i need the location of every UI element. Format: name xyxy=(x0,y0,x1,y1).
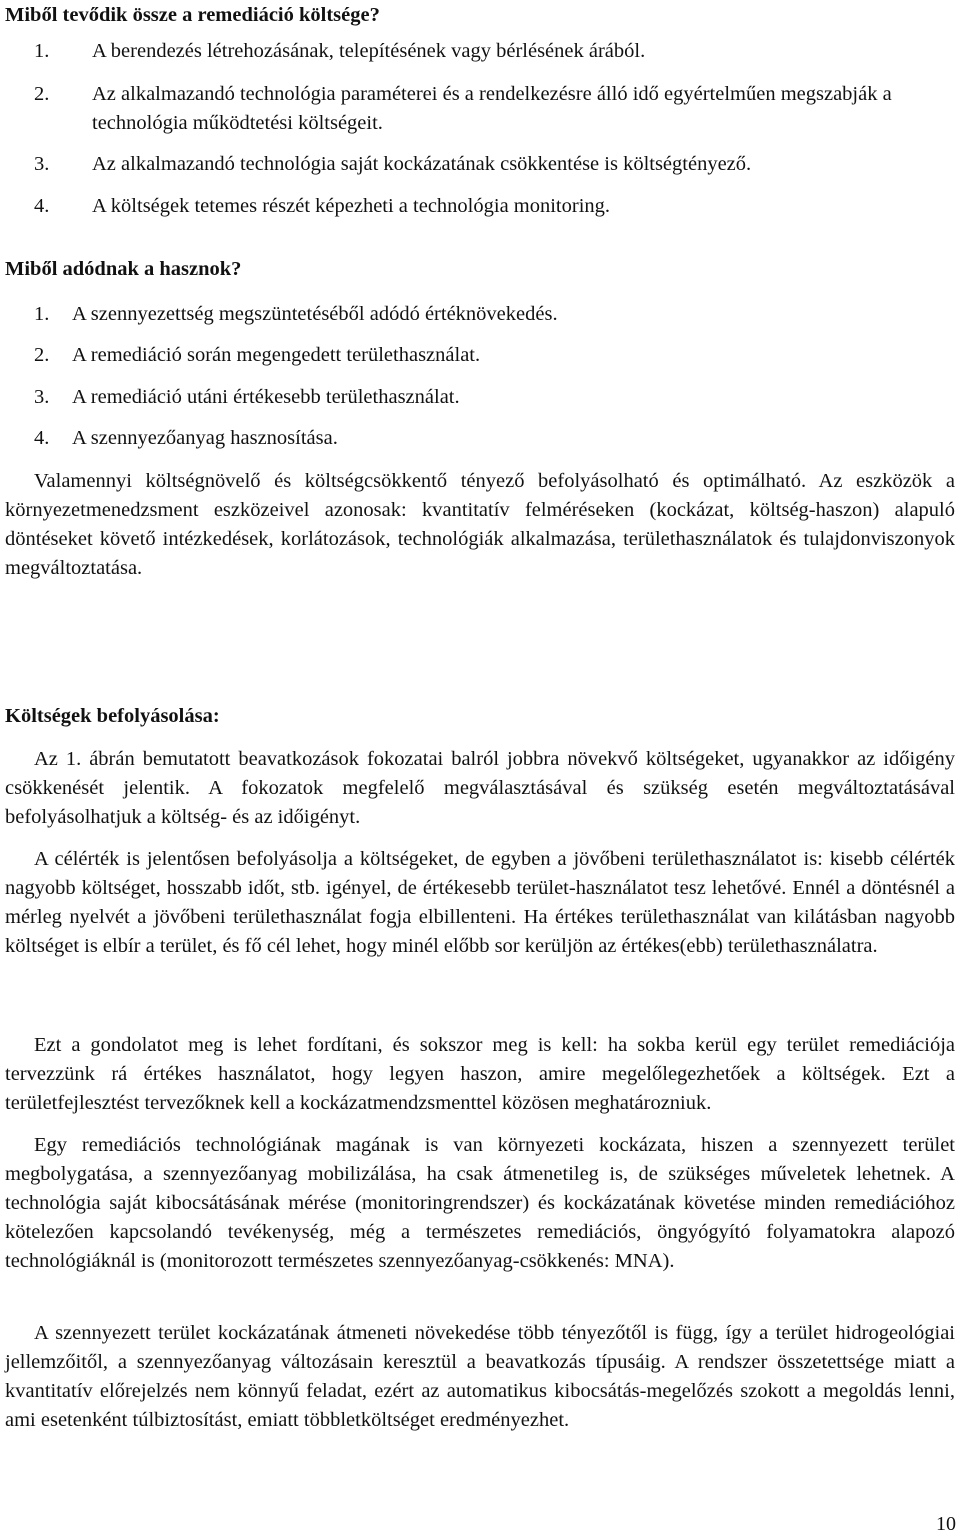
list-item-number: 4. xyxy=(34,427,50,449)
list-item xyxy=(5,383,955,412)
list-item-text: Az alkalmazandó technológia saját kockázatának csökkentése is költségtényező. xyxy=(92,153,752,175)
list-item-number: 1. xyxy=(34,303,50,325)
list-item-text: A költségek tetemes részét képezheti a technológia monitoring. xyxy=(92,195,611,217)
list-item xyxy=(5,192,955,221)
list-item-text: A szennyezettség megszüntetéséből adódó értéknövekedés. xyxy=(72,303,558,325)
paragraph: A szennyezett terület kockázatának átmeneti növekedése több tényezőtől is függ, így a terület hidrogeológiai jellemzőitől, a szennyezőanyag változásain keresztül a beavatkozás típusáig. A rendszer összetettsége miatt a kvantitatív előrejelzés nem könnyű feladat, ezért az automatikus kibocsátás-megelőzés szokott a megoldás lenni, ami esetenként túlbiztosítást, emiatt többletköltséget eredményezhet. xyxy=(5,1322,955,1431)
paragraph: A célérték is jelentősen befolyásolja a költségeket, de egyben a jövőbeni területhasználatot is: kisebb célérték nagyobb költséget, hosszabb időt, stb. igényel, de értékesebb terület-használatot tesz lehetővé. Ennél a döntésnél a mérleg nyelvét a jövőbeni területhasználat fogja elbillenteni. Ha értékes területhasználat van kilátásban nagyobb költséget is elbír a terület, és fő cél lehet, hogy minél előbb sor kerüljön az értékes(ebb) területhasználatra. xyxy=(5,848,955,957)
section-heading-costs: Miből tevődik össze a remediáció költsége? xyxy=(5,4,380,26)
list-item-text: A szennyezőanyag hasznosítása. xyxy=(72,427,338,449)
list-item-number: 4. xyxy=(34,195,50,217)
page-number: 10 xyxy=(936,1513,956,1535)
list-item-text: A berendezés létrehozásának, telepítésének vagy bérlésének árából. xyxy=(92,40,646,62)
list-item xyxy=(5,150,955,179)
paragraph: Az 1. ábrán bemutatott beavatkozások fokozatai balról jobbra növekvő költségeket, ugyanakkor az időigény csökkenését jelentik. A fokozatok megfelelő megválasztásával és szükség esetén megváltoztatásával befolyásolhatjuk a költség- és az időigényt. xyxy=(5,748,955,828)
paragraph: Egy remediációs technológiának magának is van környezeti kockázata, hiszen a szennyezett terület megbolygatása, a szennyezőanyag mobilizálása, ha csak átmenetileg is, de szükséges műveletek lehetnek. A technológia saját kibocsátásának mérése (monitoringrendszer) és kockázatának követése minden remediációhoz kötelezően kapcsolandó tevékenység, még a természetes remediációs, öngyógyító folyamatokra alapozó technológiáknál is (monitorozott természetes szennyezőanyag-csökkenés: MNA). xyxy=(5,1134,955,1272)
paragraph: Ezt a gondolatot meg is lehet fordítani, és sokszor meg is kell: ha sokba kerül egy terület remediációja tervezzünk rá értékes használatot, hogy legyen haszon, amire megelőlegezhetőek a költségek. Ezt a területfejlesztést tervezőknek kell a kockázatmendzsmenttel közösen meghatározniuk. xyxy=(5,1034,955,1114)
list-item xyxy=(5,37,955,66)
section-heading-benefits: Miből adódnak a hasznok? xyxy=(5,258,242,280)
section-heading-cost-influence: Költségek befolyásolása: xyxy=(5,705,220,727)
list-item-text: A remediáció utáni értékesebb területhasználat. xyxy=(72,386,460,408)
list-item xyxy=(5,300,955,329)
list-item xyxy=(5,80,955,138)
list-item xyxy=(5,424,955,453)
list-item-number: 3. xyxy=(34,386,50,408)
list-item-number: 3. xyxy=(34,153,50,175)
list-item-text: A remediáció során megengedett területhasználat. xyxy=(72,344,481,366)
list-item-number: 1. xyxy=(34,40,50,62)
list-item-number: 2. xyxy=(34,344,50,366)
list-item xyxy=(5,341,955,370)
paragraph: Valamennyi költségnövelő és költségcsökkentő tényező befolyásolható és optimálható. Az eszközök a környezetmenedzsment eszközeivel azonosak: kvantitatív felméréseken (kockázat, költség-haszon) alapuló döntéseket követő intézkedések, korlátozások, technológiák alkalmazása, területhasználatok és tulajdonviszonyok megváltoztatása. xyxy=(5,470,955,579)
list-item-number: 2. xyxy=(34,83,50,105)
list-item-text: Az alkalmazandó technológia paraméterei és a rendelkezésre álló idő egyértelműen megszabják a technológia működtetési költségeit. xyxy=(92,83,892,134)
